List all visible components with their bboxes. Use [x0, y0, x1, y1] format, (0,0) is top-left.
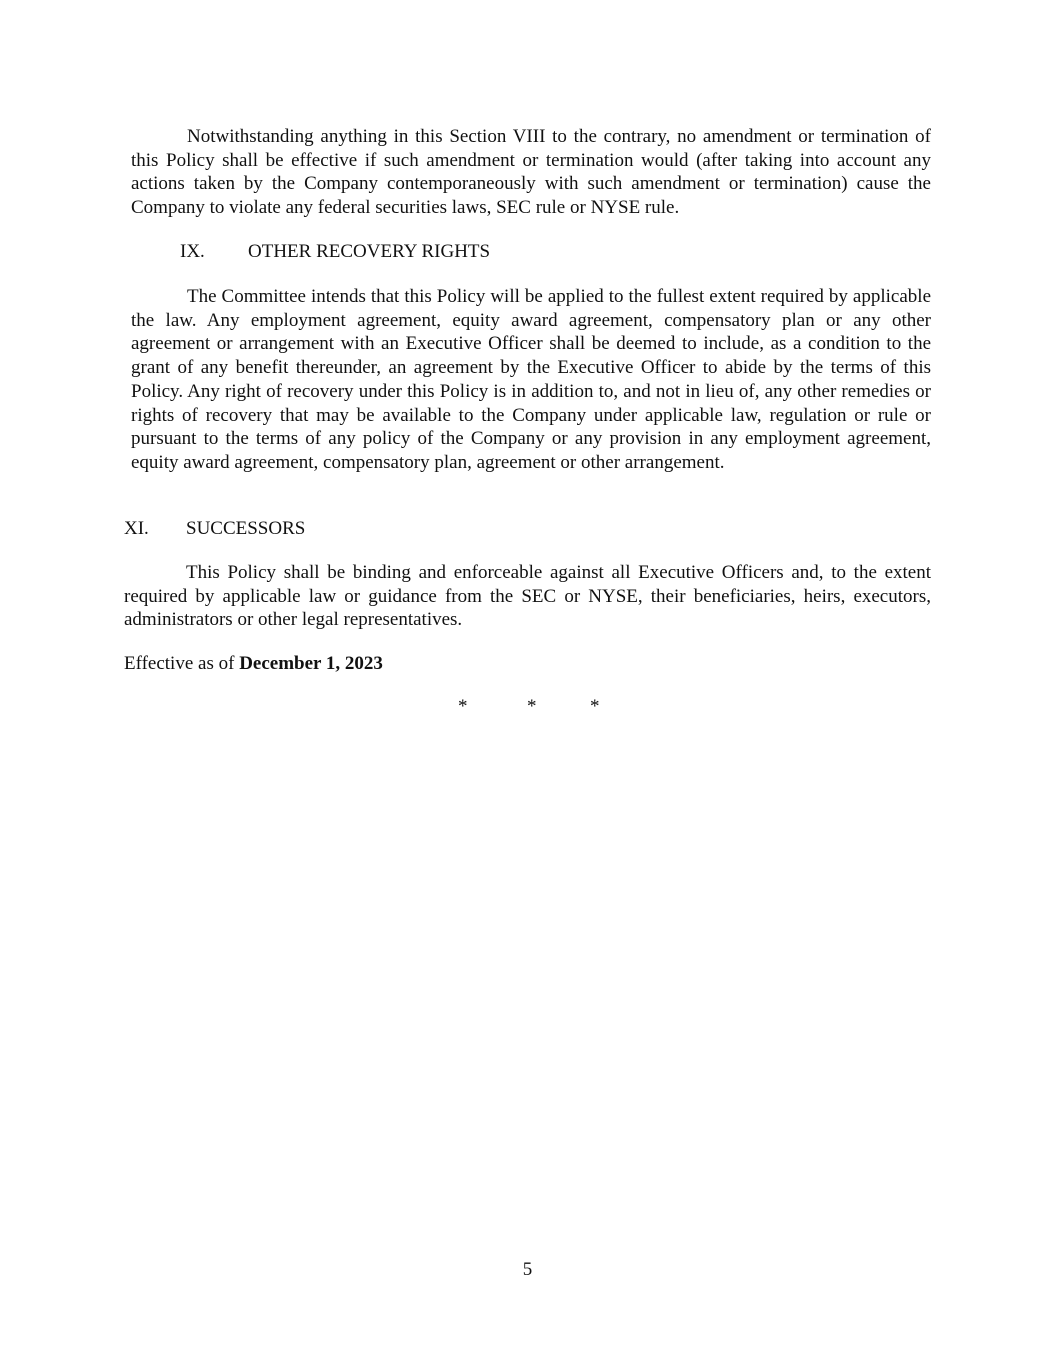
section-heading-xi	[124, 517, 306, 540]
paragraph-other-recovery-rights: The Committee intends that this Policy will be applied to the fullest extent required by applicable the law. Any employment agreement, equity award agreement, compensatory plan or any other agreement or arrangement with an Executive Officer shall be deemed to include, as a condition to the grant of any benefit thereunder, an agreement by the Executive Officer to abide by the terms of this Policy. Any right of recovery under this Policy is in addition to, and not in lieu of, any other remedies or rights of recovery that may be available to the Company under applicable law, regulation or rule or pursuant to the terms of any policy of the Company or any provision in any employment agreement, equity award agreement, compensatory plan, agreement or other arrangement.	[131, 286, 931, 473]
paragraph-successors: This Policy shall be binding and enforceable against all Executive Officers and, to the extent required by applicable law or guidance from the SEC or NYSE, their beneficiaries, heirs, executors, administrators or other legal representatives.	[124, 562, 931, 631]
section-number: XI.	[124, 518, 149, 539]
effective-label: Effective as of	[124, 653, 235, 674]
section-title: SUCCESSORS	[186, 518, 306, 539]
section-heading-ix	[180, 240, 491, 263]
separator-star: *	[458, 696, 468, 717]
effective-date: December 1, 2023	[239, 653, 383, 674]
separator-star: *	[590, 696, 600, 717]
page-number: 5	[522, 1259, 533, 1280]
separator-star: *	[527, 696, 537, 717]
section-number: IX.	[180, 241, 205, 262]
paragraph-amendment: Notwithstanding anything in this Section VIII to the contrary, no amendment or termination of this Policy shall be effective if such amendment or termination would (after taking into account any actions taken by the Company contemporaneously with such amendment or termination) cause the Company to violate any federal securities laws, SEC rule or NYSE rule.	[131, 126, 931, 219]
effective-date-line	[124, 652, 383, 675]
section-title: OTHER RECOVERY RIGHTS	[248, 241, 491, 262]
